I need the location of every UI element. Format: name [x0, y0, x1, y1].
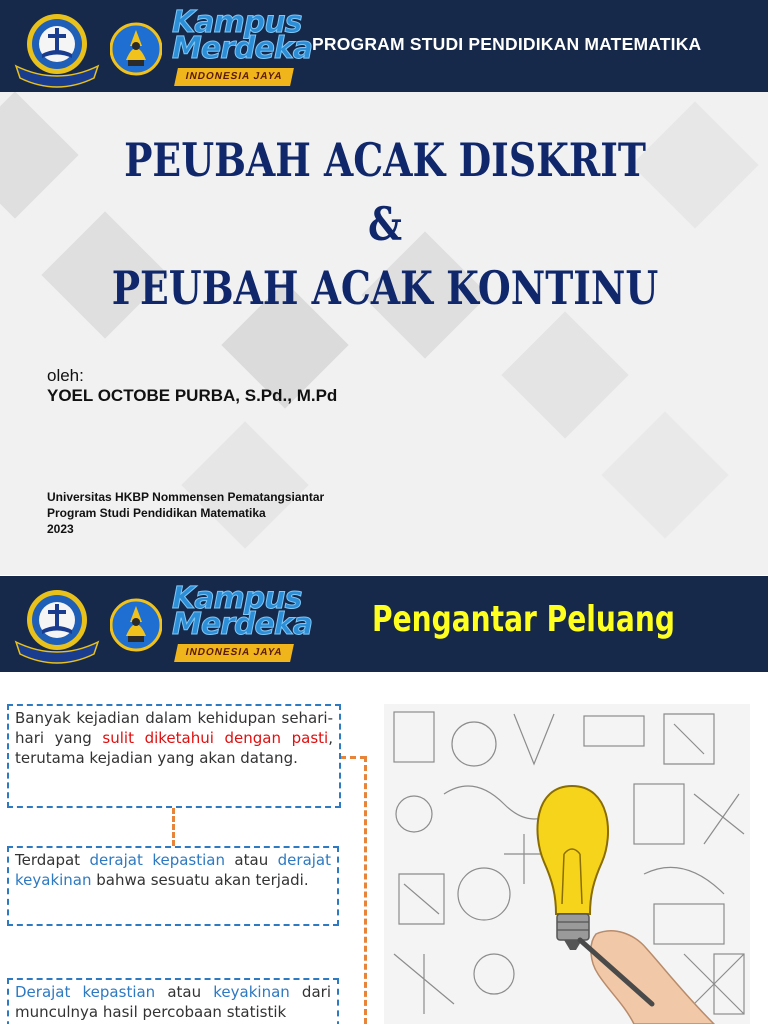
by-label: oleh: — [47, 366, 84, 385]
main-title — [102, 128, 668, 320]
logo-text: Kampus — [172, 581, 302, 616]
institution-info — [47, 489, 324, 537]
box-text: Banyak kejadian dalam kehidupan sehari-hari yang — [15, 709, 333, 747]
lightbulb-illustration — [384, 704, 750, 1024]
kampus-merdeka-logo — [168, 5, 313, 92]
info-box-3 — [7, 978, 339, 1024]
logo-tagline: INDONESIA JAYA — [174, 644, 294, 662]
logo-text: Merdeka — [172, 31, 313, 66]
highlight-text: derajat kepastian — [89, 851, 225, 869]
logo-text: Kampus — [172, 5, 302, 40]
bg-pattern-shape — [601, 411, 728, 538]
kampus-merdeka-logo — [168, 581, 313, 668]
university-seal-icon — [10, 6, 104, 90]
title-line: PEUBAH ACAK DISKRIT & — [124, 133, 646, 251]
slide-header — [0, 576, 768, 672]
box-text: , terutama kejadian yang akan datang. — [15, 729, 333, 767]
tut-wuri-handayani-icon — [110, 16, 162, 82]
university-seal-icon — [10, 582, 104, 666]
highlight-text: sulit diketahui dengan pasti — [102, 729, 329, 747]
connector-line — [340, 756, 366, 759]
program-title: PROGRAM STUDI PENDIDIKAN MATEMATIKA — [312, 34, 702, 54]
content-slide — [0, 576, 768, 1024]
logo-text: Merdeka — [172, 607, 313, 642]
connector-line — [364, 756, 367, 1024]
box-text: atau — [155, 983, 214, 1001]
box-text: dari munculnya hasil percobaan statistik — [15, 983, 331, 1021]
tut-wuri-handayani-icon — [110, 592, 162, 658]
connector-line — [172, 808, 175, 846]
bg-pattern-shape — [501, 311, 628, 438]
year: 2023 — [47, 522, 74, 536]
bg-pattern-shape — [0, 91, 79, 218]
highlight-text: keyakinan — [213, 983, 290, 1001]
institution-line: Universitas HKBP Nommensen Pematangsiantar — [47, 490, 325, 504]
slide-title: Pengantar Peluang — [372, 599, 675, 640]
info-box-2 — [7, 846, 339, 926]
logo-tagline: INDONESIA JAYA — [174, 68, 294, 86]
highlight-text: derajat keyakinan — [15, 851, 332, 889]
highlight-text: Derajat kepastian — [15, 983, 156, 1001]
slide-header — [0, 0, 768, 92]
institution-line: Program Studi Pendidikan Matematika — [47, 506, 266, 520]
box-text: atau — [224, 851, 278, 869]
title-line: PEUBAH ACAK KONTINU — [111, 261, 659, 315]
box-text: Terdapat — [15, 851, 90, 869]
info-box-1 — [7, 704, 341, 808]
author-name: YOEL OCTOBE PURBA, S.Pd., M.Pd — [47, 386, 338, 405]
box-text: bahwa sesuatu akan terjadi. — [91, 871, 309, 889]
